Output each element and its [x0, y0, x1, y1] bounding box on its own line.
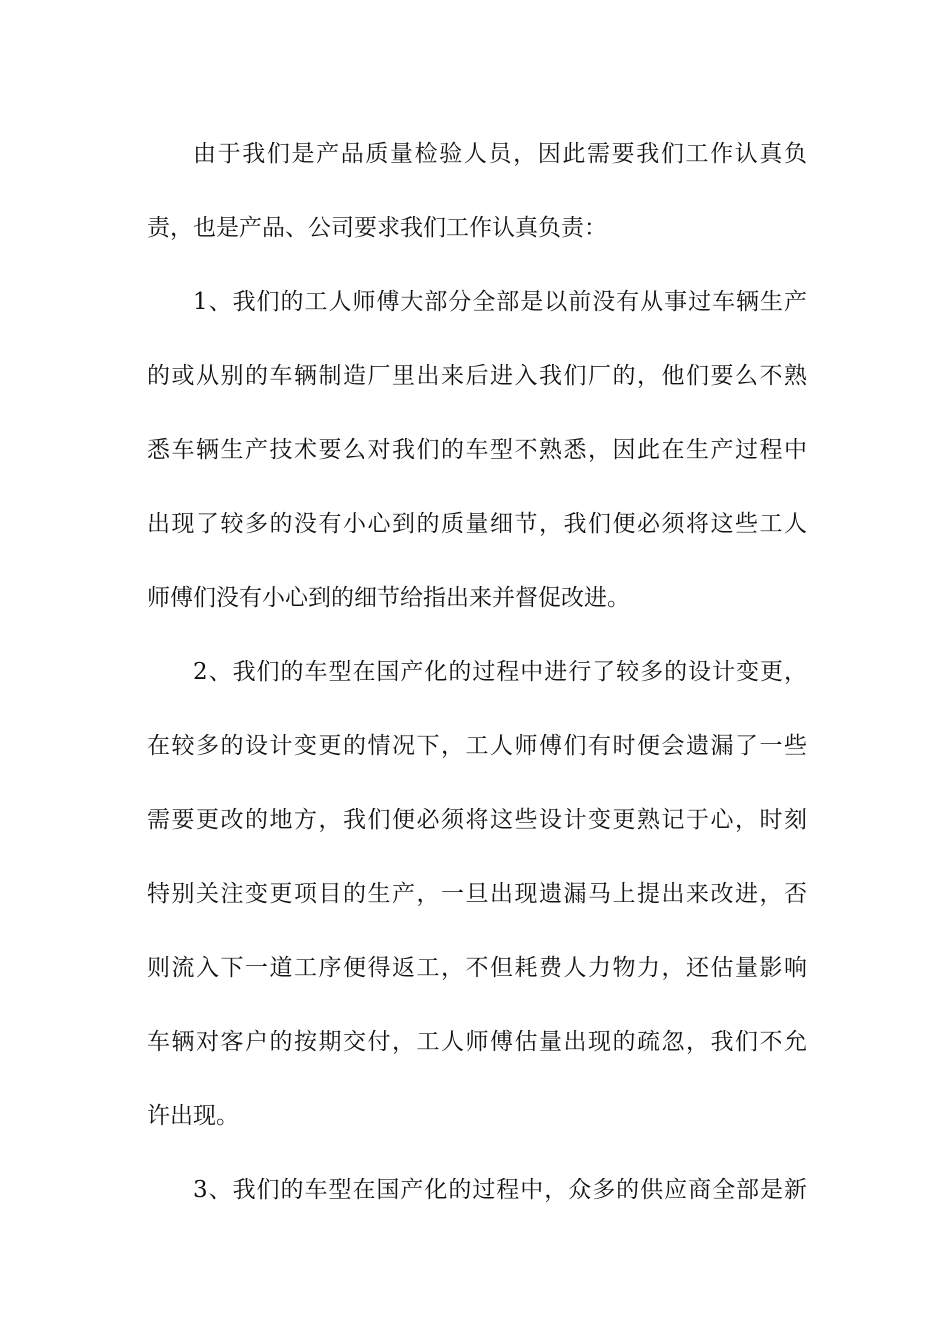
paragraph-2-line-1: 1、我们的工人师傅大部分全部是以前没有从事过车辆生产 — [193, 289, 807, 315]
paragraph-1-line-2: 责，也是产品、公司要求我们工作认真负责： — [147, 215, 607, 241]
paragraph-1-line-1: 由于我们是产品质量检验人员，因此需要我们工作认真负 — [193, 141, 807, 167]
paragraph-3-line-5: 则流入下一道工序便得返工，不但耗费人力物力，还估量影响 — [147, 955, 807, 981]
paragraph-3-line-1: 2、我们的车型在国产化的过程中进行了较多的设计变更， — [193, 659, 807, 685]
paragraph-2-line-3: 悉车辆生产技术要么对我们的车型不熟悉，因此在生产过程中 — [147, 437, 807, 463]
paragraph-3-line-3: 需要更改的地方，我们便必须将这些设计变更熟记于心，时刻 — [147, 807, 807, 833]
paragraph-3-line-7: 许出现。 — [147, 1103, 239, 1129]
paragraph-4-line-1: 3、我们的车型在国产化的过程中，众多的供应商全部是新 — [193, 1177, 807, 1203]
paragraph-3-line-6: 车辆对客户的按期交付，工人师傅估量出现的疏忽，我们不允 — [147, 1029, 807, 1055]
paragraph-3-line-4: 特别关注变更项目的生产，一旦出现遗漏马上提出来改进，否 — [147, 881, 807, 907]
paragraph-2-line-4: 出现了较多的没有小心到的质量细节，我们便必须将这些工人 — [147, 511, 807, 537]
paragraph-3-line-2: 在较多的设计变更的情况下，工人师傅们有时便会遗漏了一些 — [147, 733, 807, 759]
paragraph-2-line-2: 的或从别的车辆制造厂里出来后进入我们厂的，他们要么不熟 — [147, 363, 807, 389]
paragraph-2-line-5: 师傅们没有小心到的细节给指出来并督促改进。 — [147, 585, 630, 611]
